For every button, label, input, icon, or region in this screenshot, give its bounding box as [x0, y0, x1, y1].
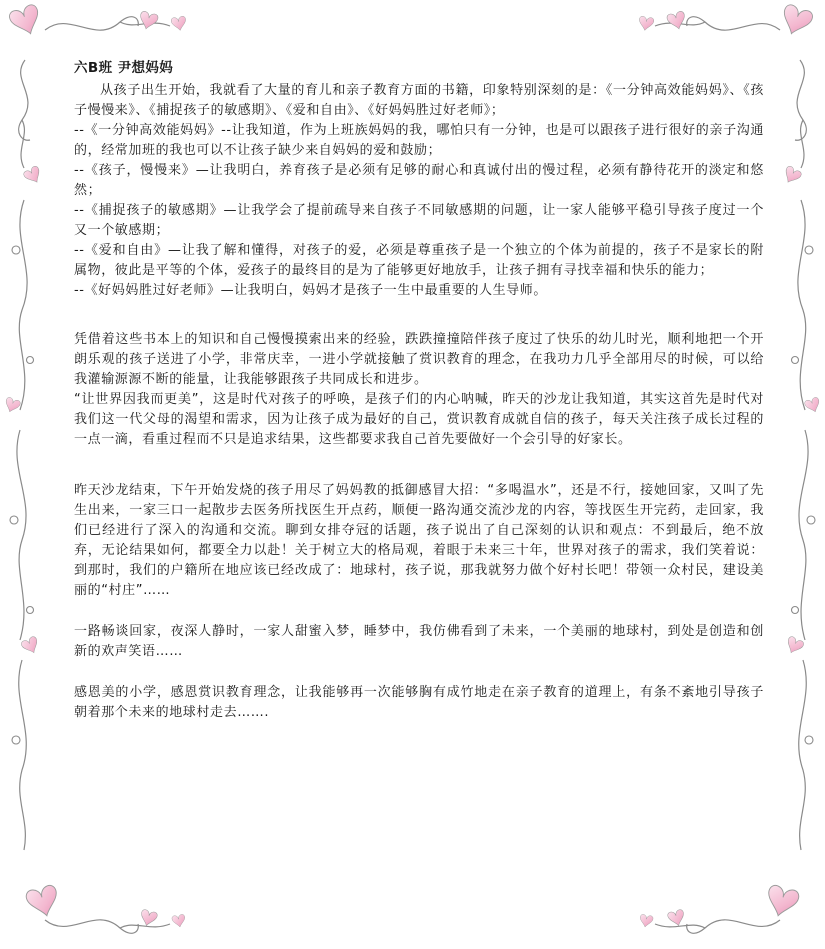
heart-icon: [3, 397, 21, 415]
heart-icon: [763, 884, 800, 920]
paragraph-gap: [74, 662, 764, 683]
heart-icon: [781, 165, 802, 186]
paragraph-gap: [74, 301, 764, 322]
closing-paragraph: 感恩美的小学，感恩赏识教育理念，让我能够再一次能够胸有成竹地走在亲子教育的道理上，有条不紊地引导孩子朝着那个未来的地球村走去…….: [74, 685, 764, 720]
heart-icon: [171, 16, 188, 32]
heart-icon: [639, 914, 654, 928]
heart-icon: [23, 165, 44, 186]
body-paragraph: 凭借着这些书本上的知识和自己慢慢摸索出来的经验，跌跌撞撞陪伴孩子度过了快乐的幼儿时光，顺利地把一个开朗乐观的孩子送进了小学，非常庆幸，一进小学就接触了赏识教育的理念，在我功力几乎全部用尽的时候，可以给我灌输源源不断的能量，让我能够跟孩子共同成长和进步。: [74, 332, 764, 387]
body-paragraph: 一路畅谈回家，夜深人静时，一家人甜蜜入梦，睡梦中，我仿佛看到了未来，一个美丽的地球村，到处是创造和创新的欢声笑语……: [74, 624, 764, 659]
article-title: 六B班 尹想妈妈: [74, 60, 174, 76]
heart-icon: [8, 3, 44, 38]
book-note-paragraph: --《捕捉孩子的敏感期》—让我学会了提前疏导来自孩子不同敏感期的问题，让一家人能够平稳引导孩子度过一个又一个敏感期；: [74, 203, 764, 238]
book-note-paragraph: --《孩子，慢慢来》—让我明白，养育孩子是必须有足够的耐心和真诚付出的慢过程，必须有静待花开的淡定和悠然；: [74, 163, 764, 198]
heart-icon: [804, 397, 822, 415]
book-note-paragraph: --《好妈妈胜过好老师》—让我明白，妈妈才是孩子一生中最重要的人生导师。: [74, 283, 547, 298]
heart-icon: [25, 884, 62, 920]
article-body: [74, 58, 764, 723]
paragraph-gap: [74, 601, 764, 622]
heart-icon: [666, 11, 687, 32]
book-note-paragraph: --《一分钟高效能妈妈》--让我知道，作为上班族妈妈的我，哪怕只有一分钟，也是可以跟孩子进行很好的亲子沟通的，经常加班的我也可以不让孩子缺少来自妈妈的爱和鼓励；: [74, 123, 764, 158]
body-paragraph: 昨天沙龙结束，下午开始发烧的孩子用尽了妈妈教的抵御感冒大招：“多喝温水”，还是不行，接她回家，又叫了先生出来，一家三口一起散步去医务所找医生开点药，顺便一路沟通交流沙龙的内容，等找医生开完药，走回家，我们已经进行了深入的沟通和交流。聊到女排夺冠的话题，孩子说出了自己深刻的认识和观点：不到最后，绝不放弃，无论结果如何，都要全力以赴！关于树立大的格局观，着眼于未来三十年，世界对孩子的需求，我们笑着说：到那时，我们的户籍所在地应该已经改成了：地球村，孩子说，那我就努力做个好村长吧！带领一众村民，建设美丽的“村庄”……: [74, 483, 764, 598]
heart-icon: [20, 636, 41, 656]
heart-icon: [138, 11, 159, 32]
paragraph-gap: [74, 450, 764, 471]
paragraph-gap: [74, 322, 764, 330]
heart-icon: [139, 909, 158, 928]
paragraph-gap: [74, 471, 764, 481]
heart-icon: [784, 636, 805, 656]
heart-icon: [667, 909, 686, 928]
intro-paragraph: 从孩子出生开始，我就看了大量的育儿和亲子教育方面的书籍，印象特别深刻的是：《一分钟高效能妈妈》、《孩子慢慢来》、《捕捉孩子的敏感期》、《爱和自由》、《好妈妈胜过好老师》；: [74, 83, 764, 118]
heart-icon: [778, 3, 814, 38]
heart-icon: [638, 16, 655, 32]
body-paragraph: “让世界因我而更美”，这是时代对孩子的呼唤，是孩子们的内心呐喊，昨天的沙龙让我知道，其实这首先是时代对我们这一代父母的渴望和需求，因为让孩子成为最好的自己，赏识教育成就自信的孩子，每天关注孩子成长过程的一点一滴，看重过程而不只是追求结果，这些都要求我自己首先要做好一个会引导的好家长。: [74, 392, 764, 447]
heart-icon: [172, 914, 187, 928]
book-note-paragraph: --《爱和自由》—让我了解和懂得，对孩子的爱，必须是尊重孩子是一个独立的个体为前提的，孩子不是家长的附属物，彼此是平等的个体，爱孩子的最终目的是为了能够更好地放手，让孩子拥有寻找幸福和快乐的能力；: [74, 243, 764, 278]
